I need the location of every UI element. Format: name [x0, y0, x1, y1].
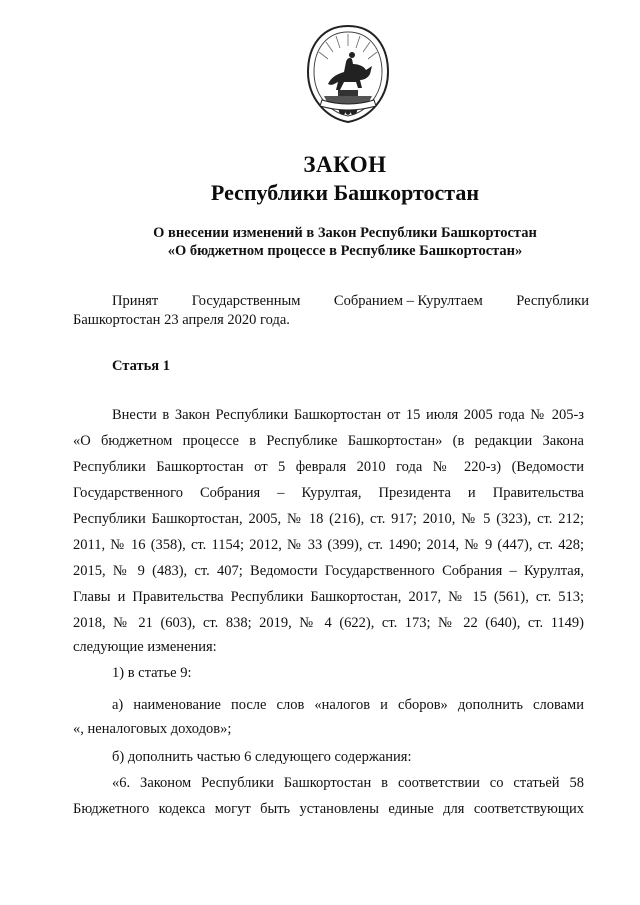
adopted-statement-line-2: Башкортостан 23 апреля 2020 года.: [73, 312, 290, 328]
document-title: ЗАКОН: [303, 152, 387, 177]
article-heading: Статья 1: [112, 358, 170, 374]
document-title-republic: Республики Башкортостан: [210, 180, 480, 205]
article-text-line: Республики Башкортостан, 2005, № 18 (216), ст. 917; 2010, № 5 (323), ст. 212;: [73, 511, 584, 527]
adopted-word: Принят: [112, 293, 159, 309]
article-text-line: 2018, № 21 (603), ст. 838; 2019, № 4 (622), ст. 173; № 22 (640), ст. 1149): [73, 615, 584, 631]
adopted-statement-line-1: [112, 293, 589, 310]
adopted-word: Собранием – Курултаем: [333, 293, 483, 309]
article-text-line: следующие изменения:: [73, 639, 217, 655]
law-subject-line-1: О внесении изменений в Закон Республики Башкортостан: [153, 225, 537, 241]
article-text-line: «О бюджетном процессе в Республике Башкортостан» (в редакции Закона: [73, 433, 584, 449]
part-6-line-2: Бюджетного кодекса могут быть установлены единые для соответствующих: [73, 801, 584, 817]
article-text-line: Главы и Правительства Республики Башкортостан, 2017, № 15 (561), ст. 513;: [73, 589, 584, 605]
item-a-line-1: а) наименование после слов «налогов и сборов» дополнить словами: [112, 697, 584, 713]
article-text-line: Государственного Собрания – Курултая, Президента и Правительства: [73, 485, 584, 501]
item-a-line-2: «, неналоговых доходов»;: [73, 721, 232, 737]
article-text-line: 2011, № 16 (358), ст. 1154; 2012, № 33 (399), ст. 1490; 2014, № 9 (447), ст. 428;: [73, 537, 584, 553]
part-6-line-1: «6. Законом Республики Башкортостан в соответствии со статьей 58: [112, 775, 584, 791]
article-text-line: 2015, № 9 (483), ст. 407; Ведомости Государственного Собрания – Курултая,: [73, 563, 584, 579]
adopted-word: Государственным: [191, 293, 301, 309]
adopted-word: Республики: [516, 293, 590, 309]
article-text-line: Внести в Закон Республики Башкортостан от 15 июля 2005 года № 205-з: [112, 407, 584, 423]
bashkortostan-coat-of-arms-icon: [302, 22, 394, 126]
item-1: 1) в статье 9:: [112, 665, 192, 681]
item-b: б) дополнить частью 6 следующего содержания:: [112, 749, 412, 765]
law-subject-line-2: «О бюджетном процессе в Республике Башкортостан»: [167, 243, 523, 259]
article-text-line: Республики Башкортостан от 5 февраля 2010 года № 220-з) (Ведомости: [73, 459, 584, 475]
